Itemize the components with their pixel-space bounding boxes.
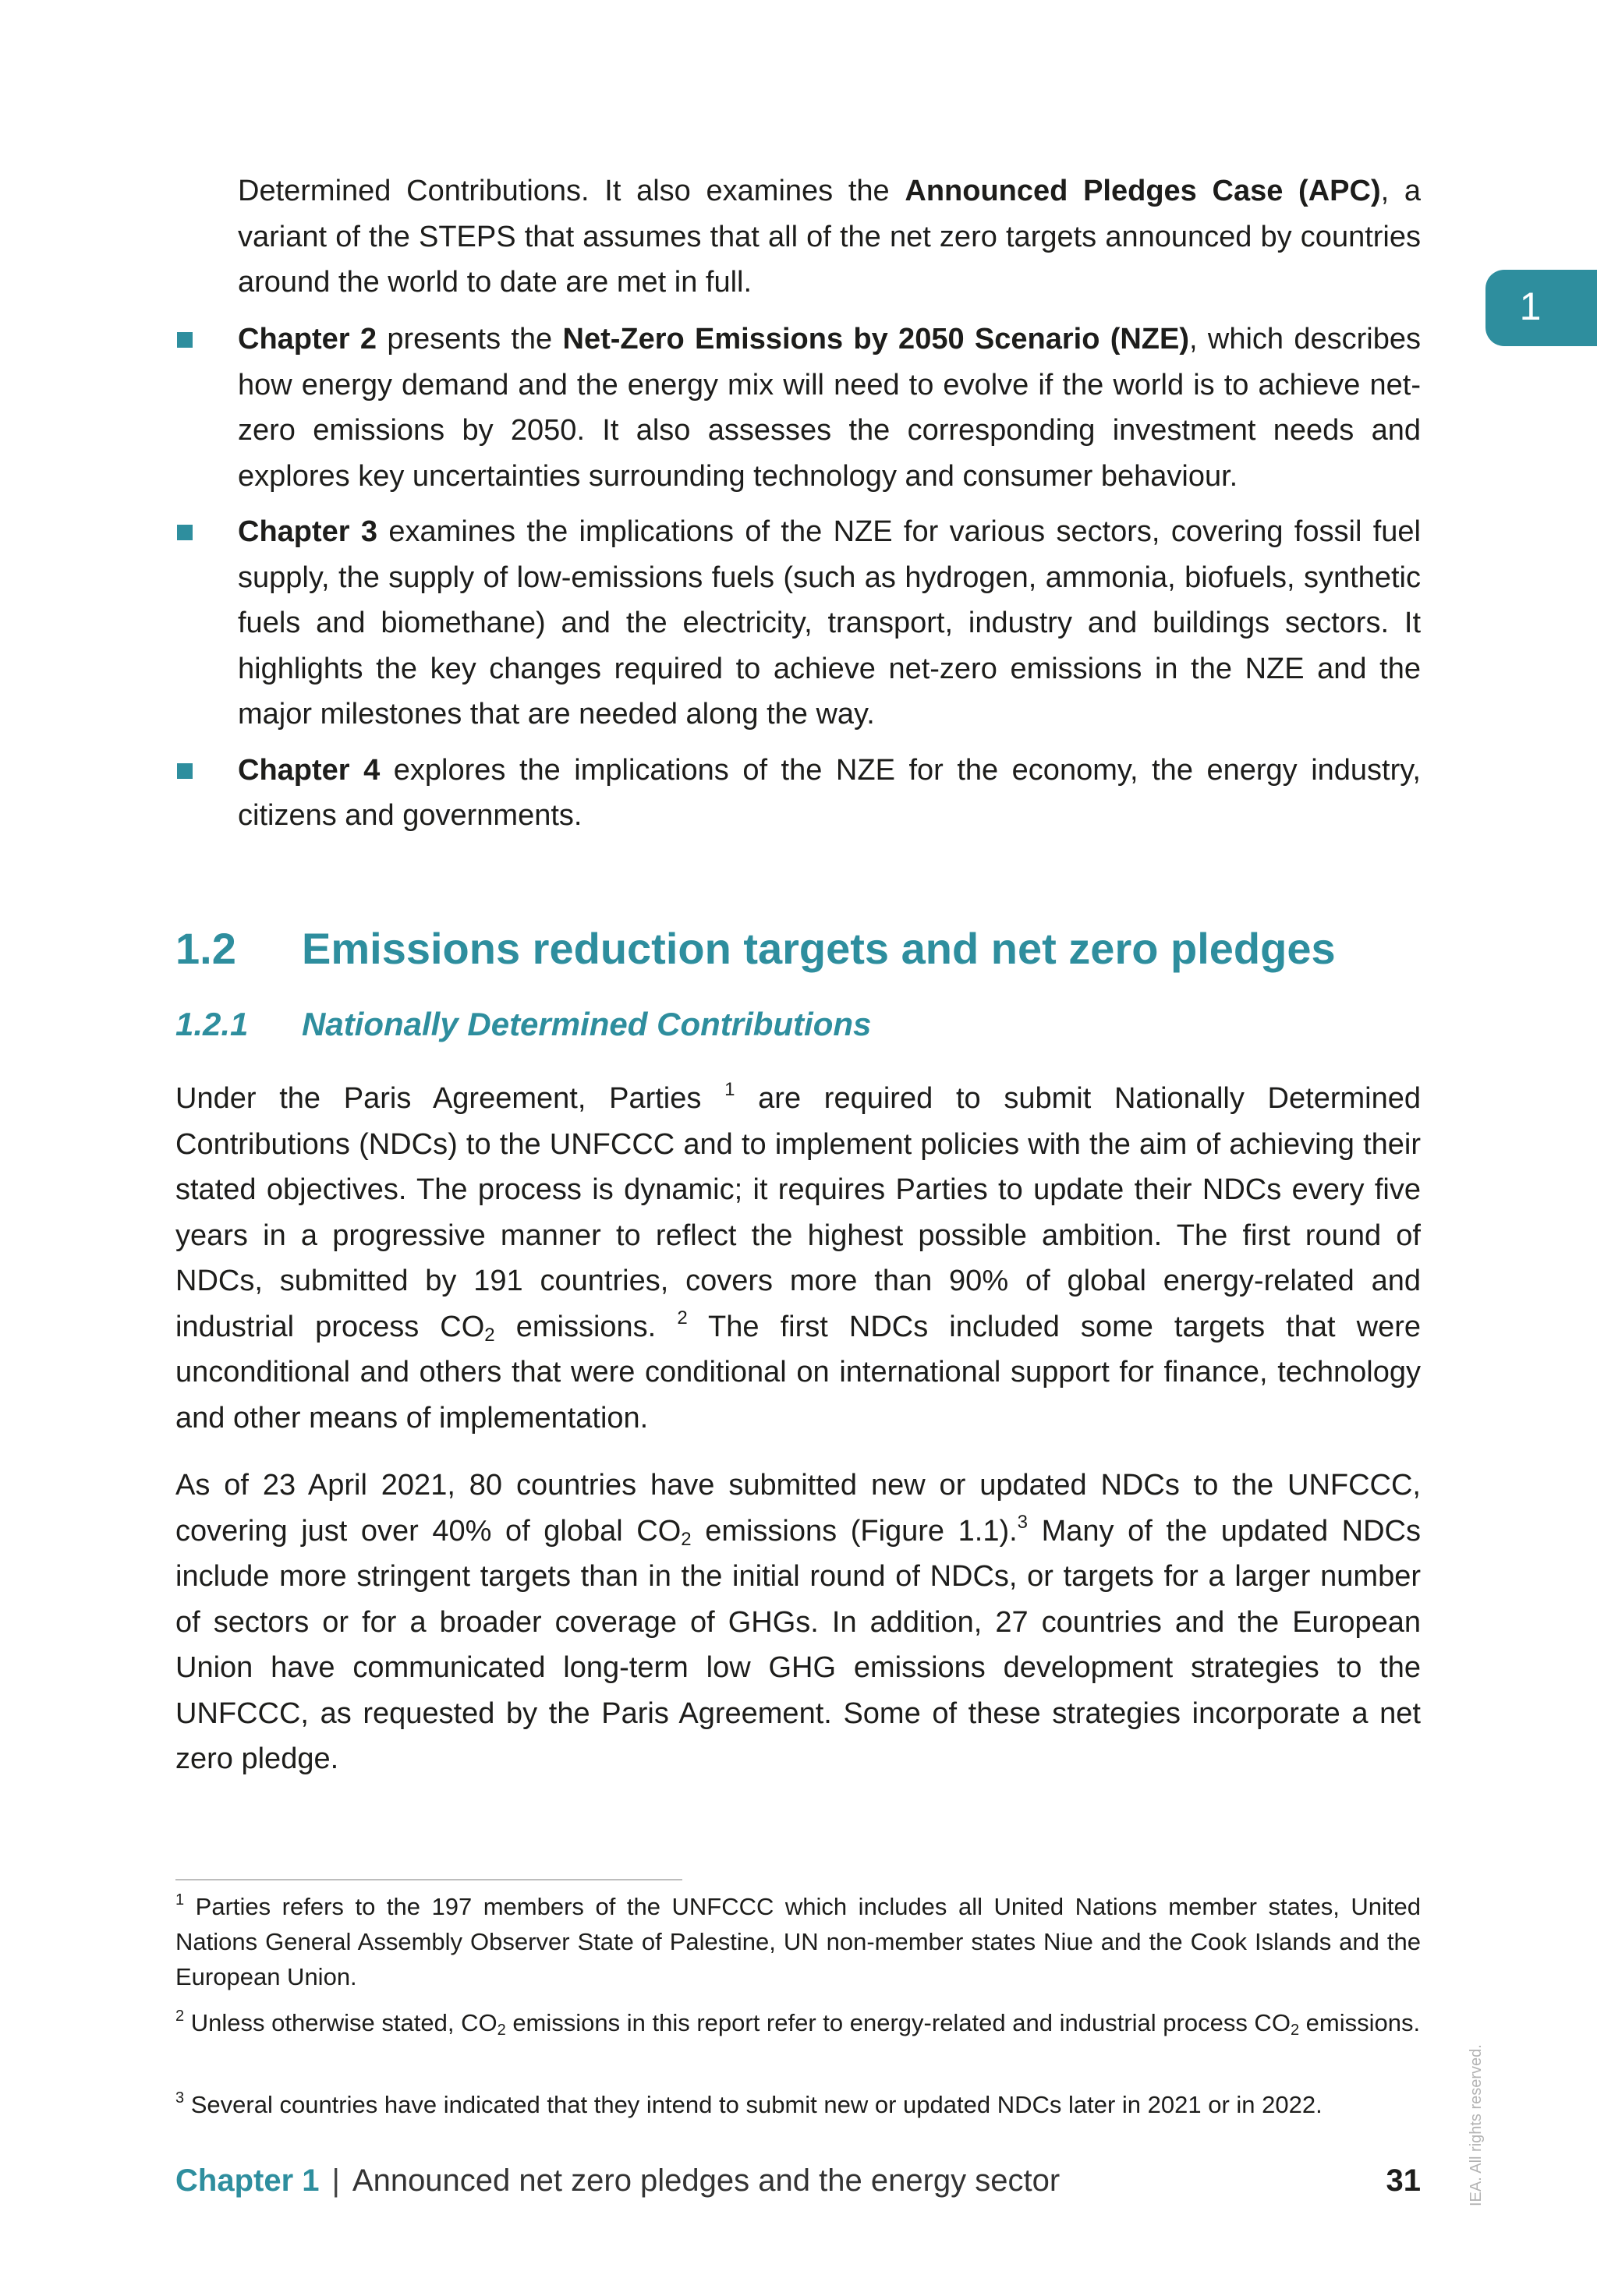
para-text: emissions. — [494, 1310, 657, 1343]
footer-separator: | — [331, 2163, 340, 2198]
chapter-side-tab[interactable] — [1485, 270, 1597, 346]
chapter-bullet-list — [175, 317, 1421, 849]
intro-text-1: Determined Contributions. It also examines the — [238, 175, 905, 207]
footer-chapter-title: Announced net zero pledges and the energy sector — [352, 2163, 1061, 2198]
page-number: 31 — [1386, 2163, 1421, 2198]
square-bullet-icon — [177, 332, 193, 348]
subscript: 2 — [681, 1528, 692, 1550]
subscript: 2 — [497, 2022, 506, 2039]
rights-notice: IEA. All rights reserved. — [1468, 2044, 1485, 2206]
footnote-divider — [175, 1879, 682, 1880]
bullet-text: examines the implications of the NZE for various sectors, covering fossil fuel supply, the supply of low-emissions fuels (such as hydrogen, ammonia, biofuels, synthetic fuels and biomethane) and the electricity, transport, industry and buildings sectors. It highlights the key changes required to achieve net-zero emissions in the NZE and the major milestones that are needed along the way. — [238, 515, 1421, 731]
bullet-chapter-3 — [175, 509, 1421, 738]
square-bullet-icon — [177, 525, 193, 540]
section-title: Emissions reduction targets and net zero pledges — [302, 924, 1336, 973]
intro-bold-1: Announced Pledges Case (APC) — [905, 175, 1381, 207]
footer-chapter-link[interactable]: Chapter 1 — [175, 2163, 320, 2198]
bullet-text: explores the implications of the NZE for the economy, the energy industry, citizens and governments. — [238, 753, 1421, 832]
footnote-mark: 1 — [175, 1891, 185, 1909]
chapter-tab-number: 1 — [1519, 285, 1542, 328]
bullet-bold: Chapter 2 — [238, 323, 377, 356]
subsection-title: Nationally Determined Contributions — [302, 1006, 872, 1042]
footnote-text: emissions. — [1299, 2009, 1421, 2036]
para-text: Many of the updated NDCs include more stringent targets than in the initial round of NDCs, or targets for a larger number of sectors or for a broader coverage of GHGs. In addition, 27 countries and the European Union have communicated long-term low GHG emissions development strategies to the UNFCCC, as requested by the Paris Agreement. Some of these strategies incorporate a net zero pledge. — [175, 1514, 1421, 1775]
bullet-bold: Net-Zero Emissions by 2050 Scenario (NZE) — [562, 323, 1190, 356]
footnote-ref-2[interactable]: 2 — [677, 1307, 688, 1328]
footnote-text: Parties refers to the 197 members of the UNFCCC which includes all United Nations member states, United Nations General Assembly Observer State of Palestine, UN non-member states Niue and the Cook Islands and the European Union. — [175, 1893, 1421, 1990]
section-number: 1.2 — [175, 924, 236, 973]
footnote-2 — [175, 2005, 1421, 2040]
subscript: 2 — [484, 1324, 495, 1346]
footnote-mark: 2 — [175, 2008, 185, 2025]
bullet-text: , which describes how energy demand and the energy mix will need to evolve if the world is to achieve net-zero emissions by 2050. It also assesses the corresponding investment needs and explores key uncertainties surrounding technology and consumer behaviour. — [238, 323, 1421, 493]
footnote-text: emissions in this report refer to energy-related and industrial process CO — [505, 2009, 1291, 2036]
bullet-bold: Chapter 3 — [238, 515, 378, 548]
bullet-text: presents the — [377, 323, 563, 356]
square-bullet-icon — [177, 763, 193, 779]
footnote-ref-3[interactable]: 3 — [1017, 1511, 1029, 1533]
bullet-chapter-4 — [175, 748, 1421, 839]
footnote-ref-1[interactable]: 1 — [724, 1079, 735, 1100]
subsection-heading — [175, 1006, 871, 1043]
para-text: emissions (Figure 1.1). — [691, 1514, 1018, 1548]
section-heading — [175, 923, 1336, 974]
para-text: The first NDCs included some targets that were unconditional and others that were conditional on international support for finance, technology and other means of implementation. — [175, 1310, 1422, 1435]
page-footer — [175, 2163, 1421, 2206]
footnote-text: Several countries have indicated that they intend to submit new or updated NDCs later in 2021 or in 2022. — [184, 2091, 1323, 2118]
footnote-3 — [175, 2087, 1421, 2122]
bullet-chapter-2 — [175, 317, 1421, 499]
footnote-text: Unless otherwise stated, CO — [184, 2009, 498, 2036]
ndc-paragraph-1 — [175, 1076, 1421, 1441]
footnote-1 — [175, 1889, 1421, 1994]
intro-text-2: , a variant of the STEPS that assumes that all of the net zero targets announced by countries around the world to date are met in full. — [238, 175, 1422, 299]
para-text: are required to submit Nationally Determined Contributions (NDCs) to the UNFCCC and to implement policies with the aim of achieving their stated objectives. The process is dynamic; it requires Parties to update their NDCs every five years in a progressive manner to reflect the highest possible ambition. The first round of NDCs, submitted by 191 countries, covers more than 90% of global energy-related and industrial process CO — [175, 1082, 1421, 1343]
bullet-bold: Chapter 4 — [238, 753, 381, 787]
para-text: Under the Paris Agreement, Parties — [175, 1082, 702, 1115]
subsection-number: 1.2.1 — [175, 1006, 249, 1042]
intro-paragraph — [238, 168, 1421, 306]
para-text: As of 23 April 2021, 80 countries have submitted new or updated NDCs to the UNFCCC, covering just over 40% of global CO — [175, 1469, 1421, 1548]
footnote-mark: 3 — [175, 2089, 185, 2107]
subscript: 2 — [1290, 2022, 1300, 2039]
ndc-paragraph-2 — [175, 1463, 1421, 1782]
